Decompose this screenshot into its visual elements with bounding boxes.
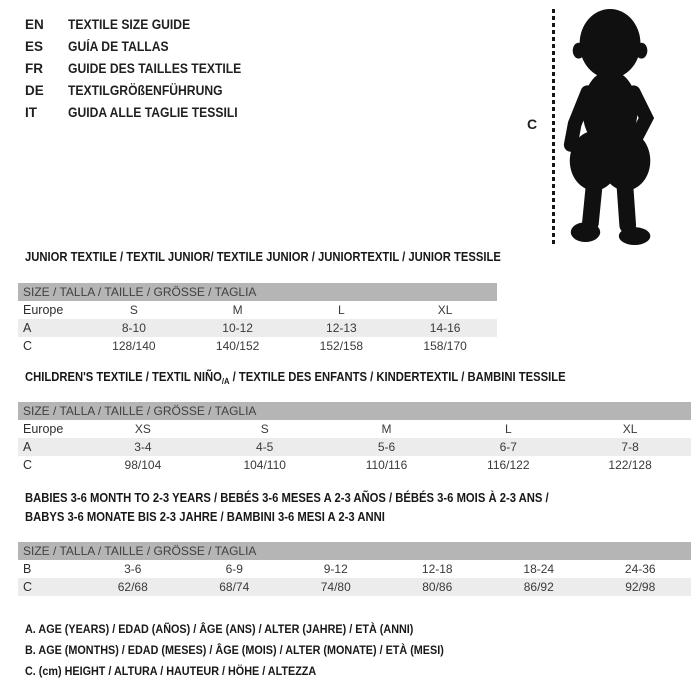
size-cell: 18-24 [523,562,555,576]
row-label: Europe [23,422,64,436]
size-cell: 152/158 [319,339,364,353]
language-label: TEXTILGRÖßENFÜHRUNG [68,82,223,98]
height-measure-dotted-line [552,9,555,245]
size-cell: 12-18 [421,562,453,576]
row-label: C [23,339,33,353]
table-row-height [18,456,691,474]
size-cell: 116/122 [487,458,530,472]
language-code: EN [25,16,44,32]
babies-section-title-line1: BABIES 3-6 MONTH TO 2-3 YEARS / BEBÉS 3-6 MESES A 2-3 AÑOS / BÉBÉS 3-6 MOIS À 2-3 ANS / [25,491,549,505]
language-row-es [25,35,261,57]
size-cell: 86/92 [488,578,590,596]
language-row-de [25,79,261,101]
legend-line-b: B. AGE (MONTHS) / EDAD (MESES) / ÂGE (MOIS) / ALTER (MONATE) / ETÀ (MESI) [25,643,444,657]
table-row-age [18,438,691,456]
junior-size-table [18,283,497,355]
size-cell: XS [134,422,151,436]
size-cell: 7-8 [569,438,691,456]
size-cell: 6-9 [225,562,243,576]
language-code: IT [25,104,37,120]
size-cell: 8-10 [82,319,186,337]
language-list [25,13,261,123]
table-row-age-months [18,560,691,578]
size-cell: 5-6 [326,438,448,456]
size-cell: 3-6 [124,562,142,576]
size-cell: 104/110 [243,458,286,472]
language-label: GUÍA DE TALLAS [68,38,169,54]
row-label: A [18,319,82,337]
size-cell: S [129,303,138,317]
size-cell: 10-12 [186,319,290,337]
size-cell: 24-36 [624,562,656,576]
size-header-band [18,402,691,420]
size-header-band [18,283,497,301]
size-cell: XL [437,303,453,317]
table-row-europe [18,301,497,319]
size-cell: 68/74 [184,578,286,596]
size-cell: S [260,422,269,436]
size-cell: 62/68 [82,578,184,596]
table-row-height [18,578,691,596]
size-cell: 140/152 [215,339,260,353]
language-code: FR [25,60,43,76]
row-label: Europe [23,303,64,317]
language-label: GUIDE DES TAILLES TEXTILE [68,60,242,76]
size-cell: M [381,422,392,436]
size-cell: 14-16 [393,319,497,337]
size-cell: 92/98 [590,578,692,596]
title-subscript: /A [221,376,230,386]
size-cell: XL [622,422,638,436]
size-cell: 3-4 [82,438,204,456]
size-header-label: SIZE / TALLA / TAILLE / GRÖSSE / TAGLIA [18,283,497,301]
row-label: B [23,562,32,576]
height-measure-label-c: C [527,116,538,132]
size-header-band [18,542,691,560]
babies-size-table [18,542,691,596]
language-label: GUIDA ALLE TAGLIE TESSILI [68,104,238,120]
language-code: DE [25,82,44,98]
size-cell: 74/80 [285,578,387,596]
size-cell: 80/86 [387,578,489,596]
junior-section-title: JUNIOR TEXTILE / TEXTIL JUNIOR/ TEXTILE JUNIOR / JUNIORTEXTIL / JUNIOR TESSILE [25,250,501,264]
size-cell: 98/104 [124,458,162,472]
language-row-fr [25,57,261,79]
size-header-label: SIZE / TALLA / TAILLE / GRÖSSE / TAGLIA [18,542,691,560]
language-row-en [25,13,261,35]
size-cell: 158/170 [423,339,467,353]
size-cell: L [338,303,345,317]
size-cell: 4-5 [204,438,326,456]
size-cell: M [232,303,243,317]
language-row-it [25,101,261,123]
language-label: TEXTILE SIZE GUIDE [68,16,191,32]
row-label: A [18,438,82,456]
size-cell: 122/128 [608,458,652,472]
babies-section-title-line2: BABYS 3-6 MONATE BIS 2-3 JAHRE / BAMBINI 3-6 MESI A 2-3 ANNI [25,510,385,524]
size-cell: 12-13 [290,319,394,337]
size-cell: L [504,422,512,436]
size-cell: 110/116 [365,458,408,472]
row-label: C [23,458,33,472]
legend-line-c: C. (cm) HEIGHT / ALTURA / HAUTEUR / HÖHE / ALTEZZA [25,664,317,678]
legend-line-a: A. AGE (YEARS) / EDAD (AÑOS) / ÂGE (ANS) / ALTER (JAHRE) / ETÀ (ANNI) [25,622,414,636]
table-row-height [18,337,497,355]
table-row-age [18,319,497,337]
table-row-europe [18,420,691,438]
size-header-label: SIZE / TALLA / TAILLE / GRÖSSE / TAGLIA [18,402,691,420]
language-code: ES [25,38,44,54]
children-size-table [18,402,691,474]
children-section-title: CHILDREN'S TEXTILE / TEXTIL $NIÑO_{/A}$ / TEXTILE DES ENFANTS / KINDERTEXTIL / BAMBINI TESSILE [25,370,566,386]
toddler-silhouette-icon [558,7,666,245]
size-cell: 128/140 [112,339,156,353]
row-label: C [18,578,82,596]
measurement-legend [25,622,490,685]
size-cell: 6-7 [447,438,569,456]
size-cell: 9-12 [323,562,348,576]
